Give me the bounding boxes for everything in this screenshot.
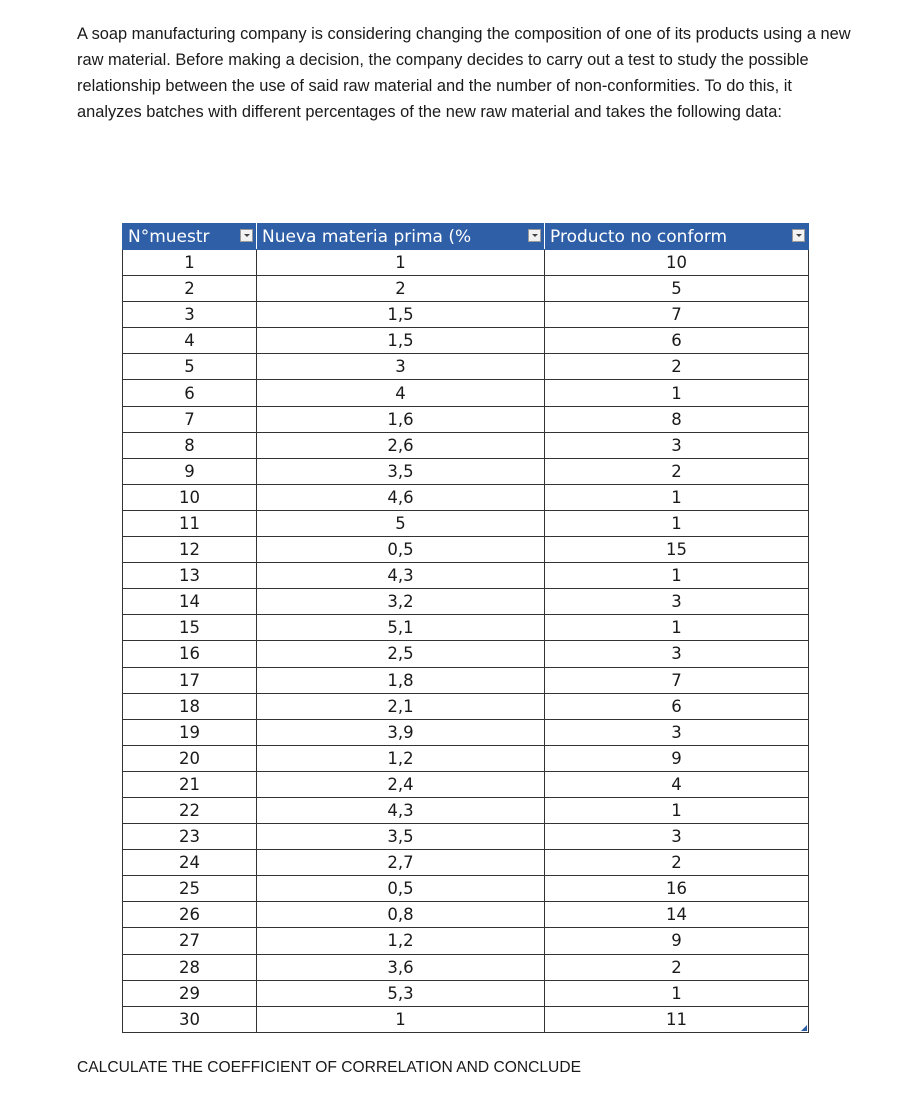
cell-sample-number: 13 <box>123 563 257 589</box>
cell-sample-number: 25 <box>123 876 257 902</box>
cell-nonconforming-count: 6 <box>545 693 809 719</box>
cell-raw-material-percent: 2,4 <box>257 771 545 797</box>
cell-raw-material-percent: 1,8 <box>257 667 545 693</box>
cell-raw-material-percent: 1,2 <box>257 745 545 771</box>
cell-nonconforming-count: 3 <box>545 641 809 667</box>
cell-nonconforming-count: 1 <box>545 510 809 536</box>
header-label: N°muestr <box>128 226 210 247</box>
table-row <box>123 432 809 458</box>
cell-raw-material-percent: 0,8 <box>257 902 545 928</box>
cell-nonconforming-count: 16 <box>545 876 809 902</box>
cell-nonconforming-count: 1 <box>545 615 809 641</box>
table-row <box>123 276 809 302</box>
cell-sample-number: 20 <box>123 745 257 771</box>
cell-sample-number: 21 <box>123 771 257 797</box>
cell-nonconforming-count: 6 <box>545 328 809 354</box>
cell-nonconforming-count: 8 <box>545 406 809 432</box>
cell-sample-number: 24 <box>123 850 257 876</box>
cell-sample-number: 7 <box>123 406 257 432</box>
cell-raw-material-percent: 3,2 <box>257 589 545 615</box>
table-row <box>123 302 809 328</box>
table-row <box>123 824 809 850</box>
filter-dropdown-icon[interactable] <box>792 229 805 242</box>
cell-raw-material-percent: 3,9 <box>257 719 545 745</box>
cell-nonconforming-count: 2 <box>545 954 809 980</box>
cell-nonconforming-count: 3 <box>545 719 809 745</box>
cell-raw-material-percent: 5,1 <box>257 615 545 641</box>
table-row <box>123 771 809 797</box>
cell-nonconforming-count: 3 <box>545 824 809 850</box>
table-row <box>123 537 809 563</box>
cell-raw-material-percent: 4 <box>257 380 545 406</box>
cell-nonconforming-count: 9 <box>545 745 809 771</box>
table-row <box>123 980 809 1006</box>
cell-raw-material-percent: 5,3 <box>257 980 545 1006</box>
cell-nonconforming-count: 3 <box>545 589 809 615</box>
task-instruction: CALCULATE THE COEFFICIENT OF CORRELATION AND CONCLUDE <box>77 1059 581 1076</box>
cell-raw-material-percent: 1 <box>257 1006 545 1032</box>
cell-sample-number: 27 <box>123 928 257 954</box>
cell-nonconforming-count: 11 <box>545 1006 809 1032</box>
cell-raw-material-percent: 2 <box>257 276 545 302</box>
cell-nonconforming-count: 10 <box>545 250 809 276</box>
cell-sample-number: 17 <box>123 667 257 693</box>
cell-sample-number: 4 <box>123 328 257 354</box>
table-row <box>123 902 809 928</box>
header-sample-number <box>123 224 257 250</box>
table-resize-handle-icon[interactable] <box>801 1025 807 1031</box>
cell-sample-number: 19 <box>123 719 257 745</box>
table-row <box>123 876 809 902</box>
cell-raw-material-percent: 1 <box>257 250 545 276</box>
table-row <box>123 563 809 589</box>
cell-raw-material-percent: 2,7 <box>257 850 545 876</box>
table-row <box>123 745 809 771</box>
cell-sample-number: 28 <box>123 954 257 980</box>
table-row <box>123 250 809 276</box>
cell-sample-number: 12 <box>123 537 257 563</box>
header-label: Producto no conform <box>550 226 728 247</box>
table-row <box>123 484 809 510</box>
cell-raw-material-percent: 4,3 <box>257 563 545 589</box>
data-table <box>122 223 809 1033</box>
cell-sample-number: 11 <box>123 510 257 536</box>
cell-nonconforming-count: 9 <box>545 928 809 954</box>
cell-nonconforming-count: 1 <box>545 980 809 1006</box>
table-row <box>123 328 809 354</box>
cell-nonconforming-count: 7 <box>545 667 809 693</box>
cell-raw-material-percent: 1,2 <box>257 928 545 954</box>
cell-nonconforming-count: 4 <box>545 771 809 797</box>
cell-raw-material-percent: 5 <box>257 510 545 536</box>
table-row <box>123 589 809 615</box>
cell-raw-material-percent: 3,5 <box>257 458 545 484</box>
cell-sample-number: 9 <box>123 458 257 484</box>
cell-sample-number: 5 <box>123 354 257 380</box>
cell-raw-material-percent: 1,5 <box>257 328 545 354</box>
header-nonconforming-product <box>545 224 809 250</box>
cell-nonconforming-count: 3 <box>545 432 809 458</box>
cell-raw-material-percent: 2,6 <box>257 432 545 458</box>
cell-raw-material-percent: 4,6 <box>257 484 545 510</box>
table-row <box>123 719 809 745</box>
cell-raw-material-percent: 3 <box>257 354 545 380</box>
cell-sample-number: 1 <box>123 250 257 276</box>
cell-sample-number: 30 <box>123 1006 257 1032</box>
cell-nonconforming-count: 1 <box>545 484 809 510</box>
cell-nonconforming-count: 15 <box>545 537 809 563</box>
cell-sample-number: 14 <box>123 589 257 615</box>
cell-nonconforming-count: 1 <box>545 797 809 823</box>
cell-raw-material-percent: 1,6 <box>257 406 545 432</box>
table-row <box>123 354 809 380</box>
cell-sample-number: 15 <box>123 615 257 641</box>
table-row <box>123 667 809 693</box>
cell-raw-material-percent: 0,5 <box>257 537 545 563</box>
cell-sample-number: 16 <box>123 641 257 667</box>
problem-statement: A soap manufacturing company is considering changing the composition of one of its products using a new raw material. Before making a decision, the company decides to carry out a test to study the possible relationship between the use of said raw material and the number of non-conformities. To do this, it analyzes batches with different percentages of the new raw material and takes the following data: <box>77 25 851 121</box>
cell-raw-material-percent: 1,5 <box>257 302 545 328</box>
table-row <box>123 641 809 667</box>
table-row <box>123 615 809 641</box>
cell-nonconforming-count: 1 <box>545 563 809 589</box>
cell-sample-number: 23 <box>123 824 257 850</box>
cell-nonconforming-count: 7 <box>545 302 809 328</box>
cell-nonconforming-count: 5 <box>545 276 809 302</box>
cell-raw-material-percent: 4,3 <box>257 797 545 823</box>
table-row <box>123 928 809 954</box>
table-row <box>123 954 809 980</box>
cell-sample-number: 18 <box>123 693 257 719</box>
table-row <box>123 380 809 406</box>
cell-sample-number: 10 <box>123 484 257 510</box>
table-row <box>123 693 809 719</box>
cell-sample-number: 2 <box>123 276 257 302</box>
filter-dropdown-icon[interactable] <box>528 229 541 242</box>
table-row <box>123 510 809 536</box>
cell-sample-number: 3 <box>123 302 257 328</box>
table-row <box>123 406 809 432</box>
table-body <box>123 250 809 1033</box>
cell-raw-material-percent: 3,5 <box>257 824 545 850</box>
table-row <box>123 797 809 823</box>
cell-nonconforming-count: 1 <box>545 380 809 406</box>
cell-raw-material-percent: 2,5 <box>257 641 545 667</box>
cell-raw-material-percent: 3,6 <box>257 954 545 980</box>
cell-sample-number: 26 <box>123 902 257 928</box>
header-label: Nueva materia prima (% <box>262 226 472 247</box>
cell-raw-material-percent: 0,5 <box>257 876 545 902</box>
cell-nonconforming-count: 14 <box>545 902 809 928</box>
cell-nonconforming-count: 2 <box>545 354 809 380</box>
cell-nonconforming-count: 2 <box>545 458 809 484</box>
cell-raw-material-percent: 2,1 <box>257 693 545 719</box>
table-row <box>123 850 809 876</box>
cell-sample-number: 22 <box>123 797 257 823</box>
cell-sample-number: 8 <box>123 432 257 458</box>
table-row <box>123 458 809 484</box>
table-row <box>123 1006 809 1032</box>
filter-dropdown-icon[interactable] <box>240 229 253 242</box>
table-header-row <box>123 224 809 250</box>
cell-nonconforming-count: 2 <box>545 850 809 876</box>
cell-sample-number: 6 <box>123 380 257 406</box>
cell-sample-number: 29 <box>123 980 257 1006</box>
header-new-raw-material <box>257 224 545 250</box>
